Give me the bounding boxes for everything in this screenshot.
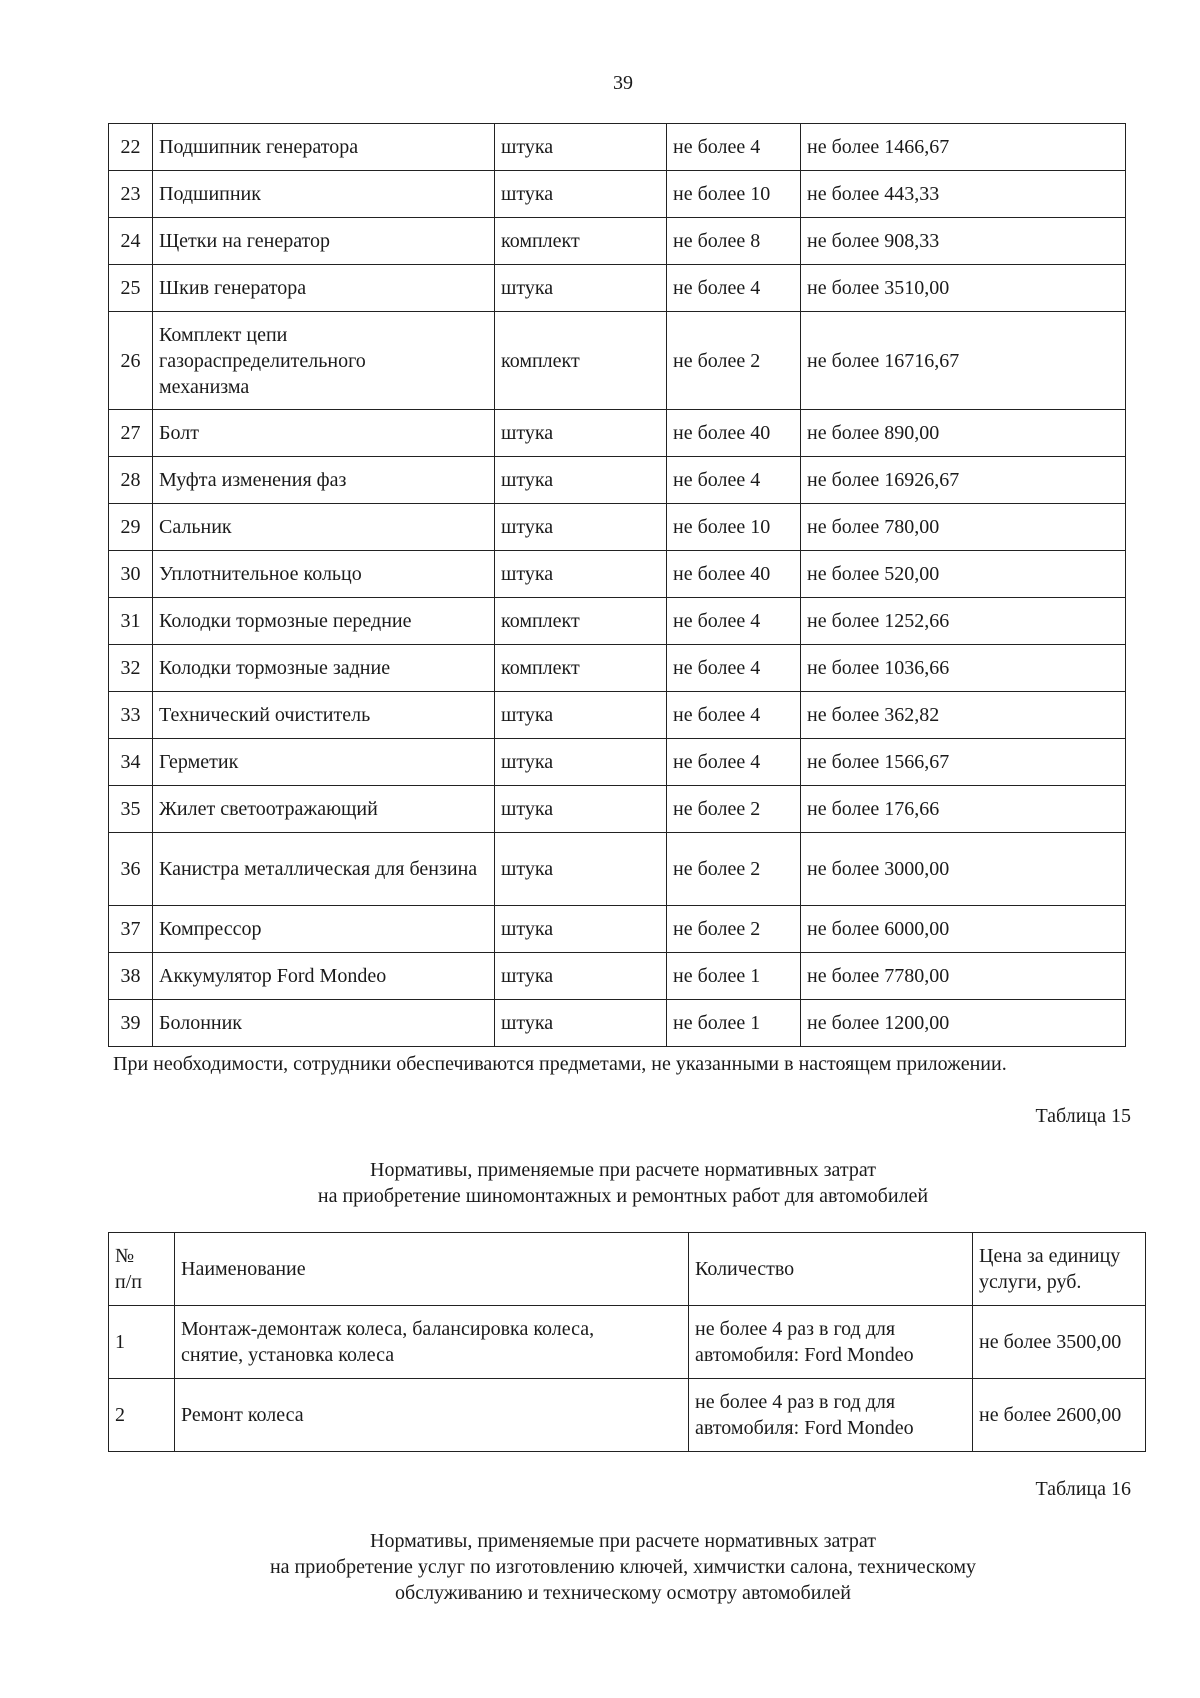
service-name: Монтаж-демонтаж колеса, балансировка колеса, снятие, установка колеса (175, 1306, 689, 1379)
header-name: Наименование (175, 1233, 689, 1306)
row-number: 39 (109, 1000, 153, 1047)
item-quantity: не более 2 (667, 833, 801, 906)
item-quantity: не более 1 (667, 953, 801, 1000)
item-price: не более 16926,67 (801, 457, 1126, 504)
item-quantity: не более 4 (667, 692, 801, 739)
item-name: Герметик (153, 739, 495, 786)
table-row (109, 906, 1126, 953)
item-quantity: не более 4 (667, 457, 801, 504)
item-price: не более 1566,67 (801, 739, 1126, 786)
item-quantity: не более 40 (667, 410, 801, 457)
item-price: не более 3510,00 (801, 265, 1126, 312)
row-number: 30 (109, 551, 153, 598)
item-unit: штука (495, 906, 667, 953)
item-unit: комплект (495, 312, 667, 410)
equipment-table (108, 123, 1126, 1047)
item-name: Комплект цепи газораспределительного механизма (153, 312, 495, 410)
row-number: 38 (109, 953, 153, 1000)
item-name: Жилет светоотражающий (153, 786, 495, 833)
item-name: Шкив генератора (153, 265, 495, 312)
item-price: не более 1466,67 (801, 124, 1126, 171)
table-row (109, 953, 1126, 1000)
row-number: 27 (109, 410, 153, 457)
table-row (109, 833, 1126, 906)
item-price: не более 362,82 (801, 692, 1126, 739)
table-header-row (109, 1233, 1146, 1306)
item-name: Аккумулятор Ford Mondeo (153, 953, 495, 1000)
item-quantity: не более 4 (667, 739, 801, 786)
item-price: не более 3000,00 (801, 833, 1126, 906)
table-row (109, 1000, 1126, 1047)
item-price: не более 7780,00 (801, 953, 1126, 1000)
item-price: не более 443,33 (801, 171, 1126, 218)
item-quantity: не более 10 (667, 504, 801, 551)
item-unit: штука (495, 739, 667, 786)
item-unit: штука (495, 124, 667, 171)
table-row (109, 265, 1126, 312)
item-name: Муфта изменения фаз (153, 457, 495, 504)
item-name: Сальник (153, 504, 495, 551)
item-unit: штука (495, 953, 667, 1000)
table-row (109, 692, 1126, 739)
table-row (109, 171, 1126, 218)
row-number: 32 (109, 645, 153, 692)
item-quantity: не более 2 (667, 786, 801, 833)
item-name: Технический очиститель (153, 692, 495, 739)
table-row (109, 598, 1126, 645)
row-number: 33 (109, 692, 153, 739)
item-unit: штука (495, 265, 667, 312)
row-number: 29 (109, 504, 153, 551)
table-row (109, 1306, 1146, 1379)
table-16-label: Таблица 16 (1035, 1478, 1131, 1500)
item-unit: комплект (495, 598, 667, 645)
row-number: 36 (109, 833, 153, 906)
item-quantity: не более 10 (667, 171, 801, 218)
item-name: Компрессор (153, 906, 495, 953)
service-price: не более 2600,00 (973, 1379, 1146, 1452)
supply-note: При необходимости, сотрудники обеспечиваются предметами, не указанными в настоящем приложении. (113, 1053, 1007, 1075)
header-price: Цена за единицу услуги, руб. (973, 1233, 1146, 1306)
item-quantity: не более 4 (667, 124, 801, 171)
item-price: не более 176,66 (801, 786, 1126, 833)
table-row (109, 124, 1126, 171)
item-name: Подшипник (153, 171, 495, 218)
row-number: 1 (109, 1306, 175, 1379)
header-number: № п/п (109, 1233, 175, 1306)
service-quantity: не более 4 раз в год для автомобиля: Ford Mondeo (689, 1306, 973, 1379)
table-row (109, 504, 1126, 551)
table-row (109, 218, 1126, 265)
item-name: Колодки тормозные задние (153, 645, 495, 692)
item-price: не более 1252,66 (801, 598, 1126, 645)
caption-line: на приобретение шиномонтажных и ремонтных работ для автомобилей (317, 1185, 929, 1207)
item-price: не более 908,33 (801, 218, 1126, 265)
item-unit: штука (495, 551, 667, 598)
page-number: 39 (613, 72, 633, 94)
table-16-caption (0, 1528, 1200, 1606)
item-price: не более 1200,00 (801, 1000, 1126, 1047)
row-number: 23 (109, 171, 153, 218)
table-row (109, 1379, 1146, 1452)
tire-service-table (108, 1232, 1146, 1452)
row-number: 2 (109, 1379, 175, 1452)
row-number: 22 (109, 124, 153, 171)
item-quantity: не более 40 (667, 551, 801, 598)
item-unit: штука (495, 457, 667, 504)
caption-line: Нормативы, применяемые при расчете нормативных затрат (370, 1530, 876, 1552)
item-price: не более 890,00 (801, 410, 1126, 457)
item-price: не более 780,00 (801, 504, 1126, 551)
item-quantity: не более 2 (667, 906, 801, 953)
caption-line: на приобретение услуг по изготовлению ключей, химчистки салона, техническому (269, 1556, 977, 1578)
table-row (109, 457, 1126, 504)
item-name: Щетки на генератор (153, 218, 495, 265)
service-quantity: не более 4 раз в год для автомобиля: Ford Mondeo (689, 1379, 973, 1452)
item-quantity: не более 1 (667, 1000, 801, 1047)
row-number: 28 (109, 457, 153, 504)
item-unit: штука (495, 171, 667, 218)
item-price: не более 520,00 (801, 551, 1126, 598)
table-row (109, 645, 1126, 692)
caption-line: обслуживанию и техническому осмотру автомобилей (395, 1582, 851, 1604)
item-unit: комплект (495, 218, 667, 265)
item-quantity: не более 4 (667, 265, 801, 312)
header-quantity: Количество (689, 1233, 973, 1306)
item-price: не более 1036,66 (801, 645, 1126, 692)
table-row (109, 551, 1126, 598)
item-name: Канистра металлическая для бензина (153, 833, 495, 906)
item-unit: штука (495, 1000, 667, 1047)
row-number: 35 (109, 786, 153, 833)
item-price: не более 16716,67 (801, 312, 1126, 410)
item-unit: штука (495, 410, 667, 457)
table-row (109, 312, 1126, 410)
caption-line: Нормативы, применяемые при расчете нормативных затрат (370, 1159, 876, 1181)
item-unit: штука (495, 504, 667, 551)
table-row (109, 739, 1126, 786)
item-name: Болт (153, 410, 495, 457)
item-name: Уплотнительное кольцо (153, 551, 495, 598)
table-row (109, 410, 1126, 457)
item-unit: штука (495, 786, 667, 833)
row-number: 31 (109, 598, 153, 645)
item-unit: штука (495, 833, 667, 906)
row-number: 26 (109, 312, 153, 410)
item-name: Болонник (153, 1000, 495, 1047)
item-quantity: не более 4 (667, 645, 801, 692)
item-unit: комплект (495, 645, 667, 692)
service-price: не более 3500,00 (973, 1306, 1146, 1379)
item-name: Колодки тормозные передние (153, 598, 495, 645)
item-quantity: не более 8 (667, 218, 801, 265)
row-number: 37 (109, 906, 153, 953)
item-quantity: не более 4 (667, 598, 801, 645)
item-unit: штука (495, 692, 667, 739)
row-number: 25 (109, 265, 153, 312)
service-name: Ремонт колеса (175, 1379, 689, 1452)
row-number: 24 (109, 218, 153, 265)
row-number: 34 (109, 739, 153, 786)
item-quantity: не более 2 (667, 312, 801, 410)
table-15-label: Таблица 15 (1035, 1105, 1131, 1127)
item-price: не более 6000,00 (801, 906, 1126, 953)
item-name: Подшипник генератора (153, 124, 495, 171)
table-15-caption (0, 1157, 1200, 1209)
table-row (109, 786, 1126, 833)
